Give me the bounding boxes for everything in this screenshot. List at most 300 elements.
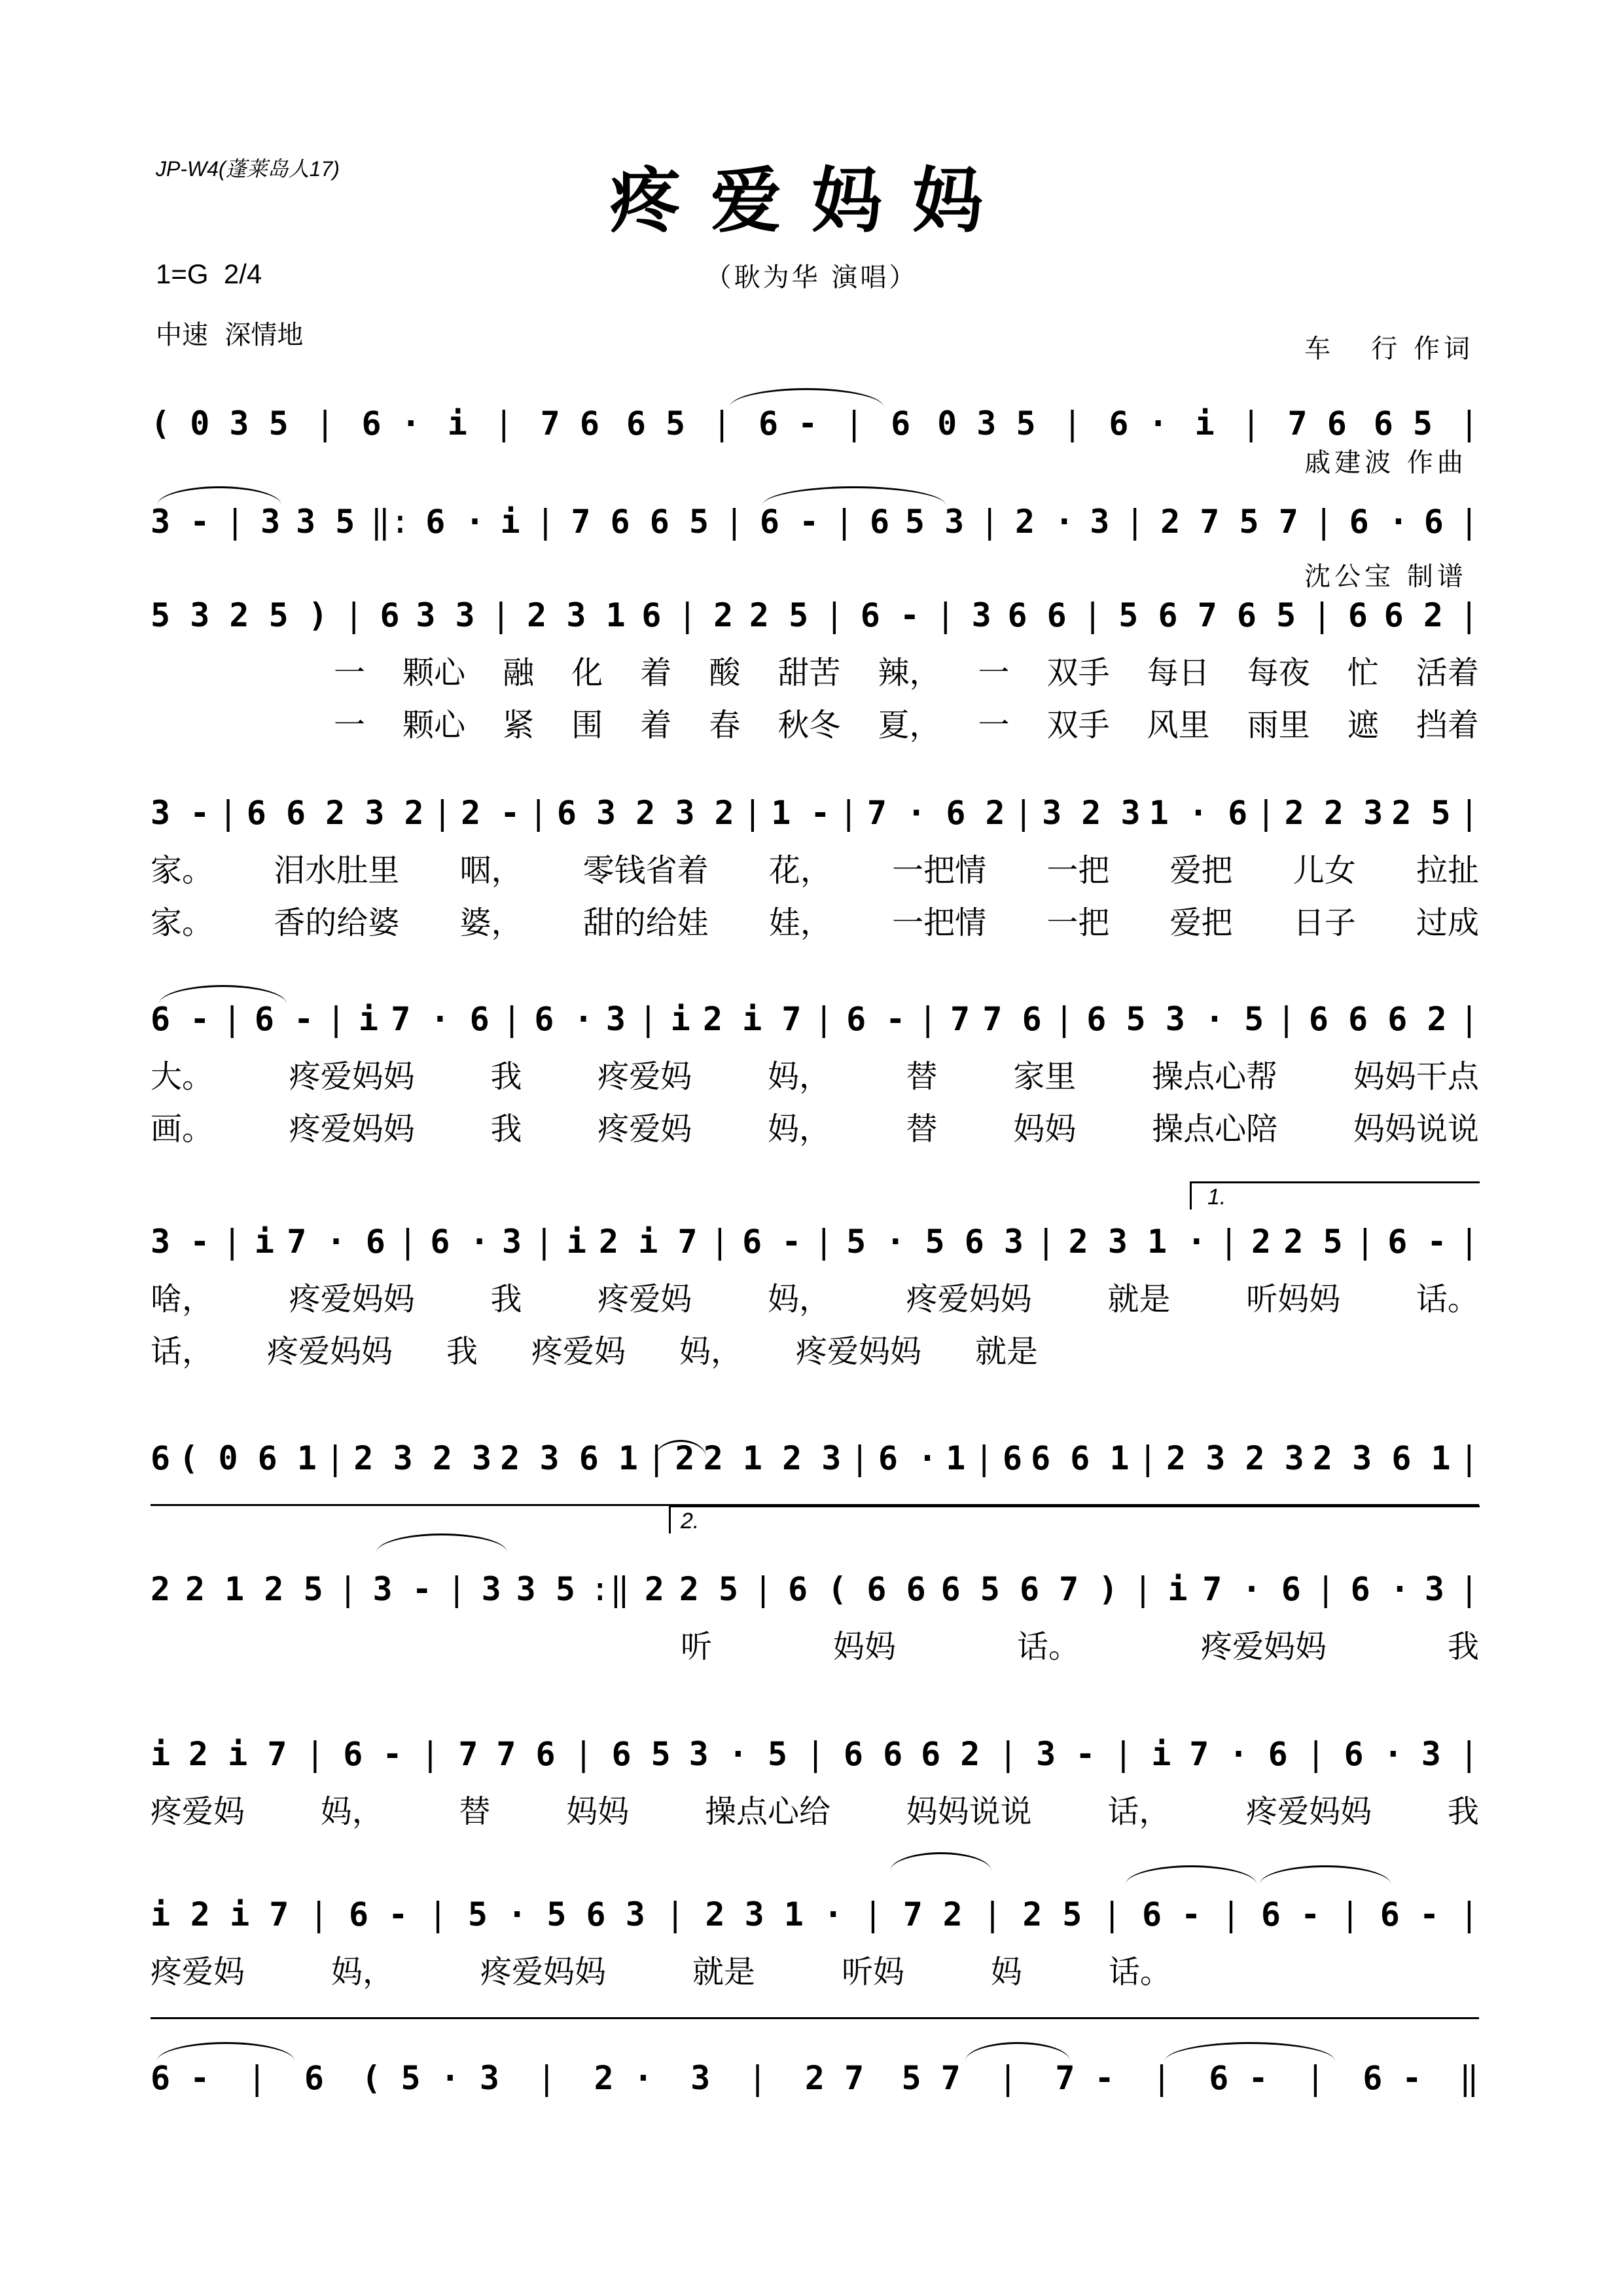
tie-arc — [376, 1534, 507, 1552]
note-group: 7 6 6 5 — [571, 503, 709, 541]
lyric-word: 妈妈 — [566, 1793, 630, 1830]
note-group: 2 7 5 7 — [1160, 503, 1298, 541]
lyric-word: 疼爱妈妈 — [480, 1953, 606, 1990]
note-group: 6 6 — [843, 1735, 903, 1773]
note-group: 3 — [1424, 1570, 1444, 1608]
note-group: 6 - — [758, 404, 818, 442]
note-group: 6 2 — [921, 1735, 980, 1773]
lyric-word: 围 — [571, 706, 603, 744]
lyric-word: 话。 — [1016, 1628, 1080, 1665]
barline: | — [537, 2059, 557, 2097]
lyric-word: 疼爱妈 — [597, 1058, 692, 1095]
note-group: 3 - — [151, 503, 210, 541]
lyric-verse-2 — [334, 702, 1479, 742]
note-group: 6 · — [1349, 503, 1408, 541]
note-group: 1 — [946, 1439, 966, 1477]
lyric-word: 大。 — [151, 1058, 214, 1095]
lyric-word: 疼爱妈妈 — [289, 1110, 415, 1147]
note-group: 2 · — [594, 2059, 653, 2097]
barline: | — [1276, 1000, 1296, 1038]
barline: | — [1113, 1735, 1133, 1773]
note-group: i — [566, 1223, 586, 1261]
note-group: 2 3 1 · — [1068, 1223, 1207, 1261]
barline: | — [309, 1895, 329, 1933]
note-group: 6 - — [1363, 2059, 1422, 2097]
volta-first-label: 1. — [1207, 1185, 1226, 1210]
lyric-verse-2 — [151, 1329, 1145, 1368]
note-group: 6 - — [343, 1735, 402, 1773]
lyric-word: 我 — [490, 1280, 522, 1318]
note-group: 6 - — [742, 1223, 802, 1261]
lyric-word: 爱把 — [1169, 852, 1233, 889]
barline: | — [1459, 1223, 1479, 1261]
note-group: i — [500, 503, 520, 541]
lyric-word: 咽， — [459, 852, 523, 889]
note-group: 7 — [902, 1895, 923, 1933]
note-group: 3 · 5 — [688, 1735, 788, 1773]
key-signature: 1=G 2/4 — [156, 259, 262, 289]
lyric-word: 娃， — [768, 904, 832, 941]
tie-arc — [157, 2042, 294, 2061]
lyric-word: 紧 — [503, 706, 535, 744]
note-group: 3 - — [1036, 1735, 1096, 1773]
barline: | — [1355, 1223, 1375, 1261]
song-title: 疼爱妈妈 — [609, 160, 1013, 242]
volta-first-bracket — [1190, 1181, 1480, 1210]
note-group: 5 · 5 6 3 — [846, 1223, 1024, 1261]
note-group: 2 — [644, 1570, 664, 1608]
lyric-word: 听妈 — [841, 1953, 904, 1990]
lyric-word: 妈妈说说 — [1353, 1110, 1479, 1147]
note-group: 6 — [1347, 596, 1368, 634]
barline: :‖ — [590, 1570, 630, 1608]
note-group: 6 - — [860, 596, 920, 634]
barline: | — [1315, 1570, 1336, 1608]
lyric-word: 我 — [1447, 1793, 1479, 1830]
note-group: 2 — [713, 596, 734, 634]
lyric-word: 甜苦 — [777, 654, 841, 691]
note-group: 1 - — [771, 794, 830, 832]
lyric-word: 遮 — [1347, 706, 1379, 744]
barline: | — [742, 794, 763, 832]
barline: | — [420, 1735, 440, 1773]
note-group: 2 — [942, 1895, 963, 1933]
note-group: 2 3 1 · — [705, 1895, 844, 1933]
note-group: 7 — [458, 1735, 478, 1773]
barline: | — [325, 1439, 346, 1477]
notation-line — [151, 401, 1479, 446]
barline: | — [1459, 596, 1479, 634]
barline: | — [222, 1000, 242, 1038]
note-group: 2 1 2 3 — [703, 1439, 842, 1477]
note-group: 6 · — [425, 503, 485, 541]
barline: | — [1241, 404, 1261, 442]
lyric-verse-1 — [151, 1276, 1479, 1316]
barline: | — [1459, 1735, 1479, 1773]
lyric-word: 一 — [334, 706, 366, 744]
barline: | — [998, 2059, 1018, 2097]
lyric-word: 日子 — [1293, 904, 1356, 941]
lyric-word: 听妈妈 — [1246, 1280, 1341, 1318]
barline: | — [428, 1895, 448, 1933]
note-group: i — [151, 1735, 171, 1773]
barline: | — [501, 1000, 522, 1038]
note-group: 6 · — [878, 1439, 938, 1477]
lyric-word: 疼爱妈 — [151, 1953, 245, 1990]
barline: | — [1306, 1735, 1326, 1773]
lyric-word: 妈， — [330, 1953, 394, 1990]
lyric-word: 一 — [334, 654, 366, 691]
lyric-word: 替 — [459, 1793, 491, 1830]
barline: | — [573, 1735, 594, 1773]
note-group: i — [1194, 404, 1215, 442]
barline: | — [493, 404, 514, 442]
barline: | — [1459, 1000, 1479, 1038]
note-group: 6 - — [1387, 1223, 1447, 1261]
lyric-word: 泪水肚里 — [274, 852, 400, 889]
barline: | — [528, 794, 548, 832]
lyric-word: 疼爱妈 — [597, 1110, 692, 1147]
note-group: 6 - — [1260, 1895, 1321, 1933]
barline: | — [491, 596, 511, 634]
lyric-word: 风里 — [1147, 706, 1210, 744]
notation-line — [151, 790, 1479, 836]
barline: | — [1151, 2059, 1172, 2097]
barline: | — [1459, 1570, 1479, 1608]
barline: | — [1459, 794, 1479, 832]
note-group: 6 · — [361, 404, 421, 442]
tie-arc — [1165, 2042, 1335, 2061]
note-group: 3 3 — [416, 596, 475, 634]
barline: | — [647, 1439, 667, 1477]
lyric-word: 就是 — [975, 1333, 1039, 1370]
note-group: 2 3 6 1 — [1312, 1439, 1451, 1477]
note-group: 6 5 — [626, 404, 686, 442]
lyric-word: 融 — [503, 654, 535, 691]
note-group: 6 - — [1141, 1895, 1202, 1933]
note-group: 6 · — [430, 1223, 490, 1261]
lyric-word: 每夜 — [1247, 654, 1310, 691]
barline: | — [935, 596, 955, 634]
lyric-word: 操点心陪 — [1152, 1110, 1278, 1147]
notation-line — [151, 1435, 1479, 1481]
barline: | — [1313, 503, 1334, 541]
lyric-word: 化 — [571, 654, 603, 691]
note-group: 7 6 — [982, 1000, 1042, 1038]
lyric-word: 一 — [978, 654, 1010, 691]
note-group: 6 6 — [1007, 596, 1067, 634]
note-group: 2 3 2 3 — [353, 1439, 492, 1477]
lyric-word: 甜的给娃 — [582, 904, 709, 941]
note-group: 6 · — [1350, 1570, 1410, 1608]
notation-line — [151, 996, 1479, 1042]
lyric-word: 颗心 — [402, 706, 466, 744]
note-group: 6 — [304, 2059, 325, 2097]
note-group: 6 - — [846, 1000, 906, 1038]
note-group: 6 5 — [611, 1735, 671, 1773]
lyric-word: 拉扯 — [1416, 852, 1479, 889]
note-group: 6 5 6 7 ) — [940, 1570, 1118, 1608]
lyric-word: 妈 — [990, 1953, 1022, 1990]
note-group: 2 · — [1015, 503, 1075, 541]
barline: ‖: — [370, 503, 410, 541]
note-group: 3 — [501, 1223, 522, 1261]
volta-second-label: 2. — [681, 1509, 700, 1534]
note-group: 2 5 — [679, 1570, 739, 1608]
barline: | — [338, 1570, 358, 1608]
barline: | — [712, 404, 732, 442]
lyric-word: 妈妈 — [1013, 1110, 1077, 1147]
note-group: 2 3 6 1 — [500, 1439, 638, 1477]
note-group: 2 5 — [749, 596, 809, 634]
lyric-word: 爱把 — [1169, 904, 1233, 941]
note-group: 2 i 7 — [188, 1735, 287, 1773]
notation-line — [151, 1892, 1479, 1937]
barline: | — [638, 1000, 658, 1038]
lyric-word: 我 — [1447, 1628, 1479, 1665]
notation-line — [151, 1731, 1479, 1777]
note-group: 6 6 6 2 — [1308, 1000, 1447, 1038]
barline: | — [813, 1223, 834, 1261]
barline: | — [1125, 503, 1145, 541]
barline: | — [1102, 1895, 1122, 1933]
lyricist-credit: 车 行 作词 — [1304, 334, 1474, 364]
note-group: i — [447, 404, 467, 442]
tie-arc — [965, 2042, 1070, 2061]
lyric-word: 忙 — [1347, 654, 1379, 691]
lyric-word: 过成 — [1416, 904, 1479, 941]
barline: | — [974, 1439, 994, 1477]
note-group: ( 5 · 3 — [361, 2059, 499, 2097]
lyric-word: 话。 — [1416, 1280, 1479, 1318]
lyric-word: 一把情 — [892, 852, 987, 889]
note-group: 6 - — [348, 1895, 408, 1933]
tie-arc — [1126, 1865, 1257, 1884]
lyric-word: 辣， — [878, 654, 941, 691]
lyric-word: 疼爱妈妈 — [1200, 1628, 1327, 1665]
barline: | — [834, 503, 855, 541]
lyric-verse-1 — [151, 1789, 1479, 1828]
note-group: 3 5 — [516, 1570, 575, 1608]
note-group: 6 5 3 · 5 — [1086, 1000, 1264, 1038]
note-group: i — [1168, 1570, 1188, 1608]
lyric-verse-1 — [151, 1949, 1171, 1988]
note-group: 5 6 7 6 5 — [1118, 596, 1296, 634]
note-group: 3 — [1090, 503, 1110, 541]
note-group: 7 6 — [1287, 404, 1347, 442]
lyric-word: 疼爱妈 — [597, 1280, 692, 1318]
lyric-word: 一把情 — [892, 904, 987, 941]
barline: | — [305, 1735, 325, 1773]
note-group: 6 - — [151, 1000, 210, 1038]
lyric-word: 画。 — [151, 1110, 214, 1147]
lyric-word: 家里 — [1013, 1058, 1077, 1095]
barline: | — [222, 1223, 242, 1261]
lyric-word: 一把 — [1046, 904, 1110, 941]
note-group: i — [151, 1895, 171, 1933]
notation-line — [151, 592, 1479, 638]
lyric-word: 就是 — [692, 1953, 755, 1990]
barline: | — [1311, 596, 1332, 634]
lyric-word: 着 — [640, 706, 672, 744]
lyric-word: 香的给婆 — [274, 904, 400, 941]
lyric-word: 疼爱妈 — [531, 1333, 626, 1370]
note-group: 1 · 6 — [1149, 794, 1248, 832]
note-group: 6 · — [1344, 1735, 1403, 1773]
lyric-word: 替 — [906, 1110, 938, 1147]
note-group: 3 — [971, 596, 991, 634]
note-group: 7 6 — [496, 1735, 556, 1773]
system-rule-11 — [151, 2017, 1479, 2019]
barline: | — [1459, 404, 1479, 442]
notation-line — [151, 499, 1479, 545]
performer-credit: （耿为华 演唱） — [705, 262, 918, 293]
note-group: 2 i 7 — [702, 1000, 802, 1038]
barline: | — [747, 2059, 768, 2097]
note-group: ( 0 6 1 — [179, 1439, 317, 1477]
note-group: i — [1151, 1735, 1171, 1773]
lyric-word: 疼爱妈妈 — [289, 1058, 415, 1095]
note-group: 2 — [151, 1570, 171, 1608]
barline: | — [1013, 794, 1033, 832]
note-group: 6 6 1 — [1031, 1439, 1130, 1477]
composer-credit: 戚建波 作曲 — [1304, 448, 1467, 478]
barline: | — [863, 1895, 883, 1933]
barline: | — [446, 1570, 467, 1608]
lyric-word: 家。 — [151, 852, 214, 889]
barline: | — [1459, 1895, 1479, 1933]
barline: ‖ — [1459, 2059, 1479, 2097]
note-group: 3 - — [151, 1223, 210, 1261]
note-group: i — [254, 1223, 275, 1261]
lyric-verse-2 — [151, 1106, 1479, 1145]
note-group: 5 7 — [901, 2059, 961, 2097]
note-group: 6 — [641, 596, 662, 634]
note-group: i — [670, 1000, 690, 1038]
note-group: 6 6 2 3 2 — [246, 794, 424, 832]
tie-arc — [157, 486, 281, 505]
barline: | — [1256, 794, 1276, 832]
note-group: 2 — [675, 1439, 695, 1477]
note-group: 6 - — [1380, 1895, 1440, 1933]
note-group: 2 7 — [804, 2059, 865, 2097]
lyric-word: 一把 — [1046, 852, 1110, 889]
barline: | — [326, 1000, 346, 1038]
barline: | — [1221, 1895, 1241, 1933]
lyric-word: 疼爱妈妈 — [796, 1333, 922, 1370]
barline: | — [918, 1000, 938, 1038]
note-group: 3 — [1421, 1735, 1441, 1773]
note-group: 2 2 3 — [1284, 794, 1383, 832]
lyric-word: 啥， — [151, 1280, 214, 1318]
lyric-word: 话， — [1107, 1793, 1171, 1830]
lyric-word: 妈妈干点 — [1353, 1058, 1479, 1095]
note-group: 6 - — [759, 503, 819, 541]
lyric-word: 雨里 — [1247, 706, 1310, 744]
note-group: 2 — [1022, 1895, 1043, 1933]
note-group: 7 · 6 — [1189, 1735, 1288, 1773]
lyric-word: 疼爱妈妈 — [906, 1280, 1032, 1318]
lyric-word: 双手 — [1046, 654, 1110, 691]
barline: | — [724, 503, 745, 541]
barline: | — [1459, 503, 1479, 541]
barline: | — [980, 503, 1000, 541]
lyric-word: 双手 — [1046, 706, 1110, 744]
barline: | — [1062, 404, 1082, 442]
barline: | — [218, 794, 238, 832]
lyric-word: 颗心 — [402, 654, 466, 691]
note-group: 6 — [380, 596, 400, 634]
note-group: 6 - — [1209, 2059, 1268, 2097]
tempo-marking: 中速 深情地 — [156, 320, 304, 350]
note-group: 6 - — [254, 1000, 314, 1038]
lyric-word: 秋冬 — [777, 706, 841, 744]
note-group: 7 · 6 2 — [866, 794, 1005, 832]
barline: | — [1219, 1223, 1239, 1261]
lyric-word: 一 — [978, 706, 1010, 744]
lyric-word: 着 — [640, 654, 672, 691]
barline: | — [677, 596, 698, 634]
note-group: 2 3 2 3 — [1166, 1439, 1304, 1477]
note-group: 3 — [260, 503, 281, 541]
lyric-verse-1 — [151, 1054, 1479, 1093]
barline: | — [982, 1895, 1003, 1933]
lyric-word: 听 — [681, 1628, 713, 1665]
note-group: 7 - — [1055, 2059, 1115, 2097]
lyric-word: 妈， — [767, 1280, 830, 1318]
barline: | — [247, 2059, 267, 2097]
lyric-word: 就是 — [1107, 1280, 1171, 1318]
barline: | — [665, 1895, 685, 1933]
lyric-verse-1 — [681, 1624, 1479, 1663]
note-group: 2 i 7 — [599, 1223, 698, 1261]
note-group: ( 0 3 5 — [151, 404, 289, 442]
note-group: 2 5 — [1391, 794, 1451, 832]
lyric-word: 我 — [446, 1333, 478, 1370]
arranger-credit: 沈公宝 制谱 — [1304, 562, 1467, 592]
barline: | — [315, 404, 335, 442]
lyric-word: 疼爱妈妈 — [1246, 1793, 1372, 1830]
note-group: 2 i 7 — [190, 1895, 289, 1933]
lyric-word: 儿女 — [1293, 852, 1356, 889]
lyric-word: 酸 — [709, 654, 741, 691]
lyric-word: 妈妈 — [832, 1628, 896, 1665]
note-group: 2 5 — [1283, 1223, 1343, 1261]
lyric-word: 婆， — [459, 904, 523, 941]
barline: | — [432, 794, 452, 832]
lyric-word: 家。 — [151, 904, 214, 941]
lyric-word: 春 — [709, 706, 741, 744]
barline: | — [344, 596, 364, 634]
barline: | — [1133, 1570, 1153, 1608]
tie-arc — [159, 985, 287, 1004]
barline: | — [1137, 1439, 1158, 1477]
volta-second-bracket — [669, 1505, 1480, 1534]
lyric-word: 夏， — [878, 706, 941, 744]
note-group: 6 3 2 3 2 — [556, 794, 734, 832]
note-group: 2 1 2 5 — [185, 1570, 323, 1608]
note-group: 7 — [950, 1000, 971, 1038]
barline: | — [849, 1439, 870, 1477]
barline: | — [1305, 2059, 1325, 2097]
note-group: 6 — [151, 1439, 171, 1477]
barline: | — [813, 1000, 834, 1038]
note-group: 2 3 1 — [527, 596, 626, 634]
lyric-word: 疼爱妈妈 — [267, 1333, 393, 1370]
note-group: 6 2 — [1383, 596, 1443, 634]
lyric-word: 妈， — [320, 1793, 383, 1830]
lyric-word: 话， — [151, 1333, 214, 1370]
